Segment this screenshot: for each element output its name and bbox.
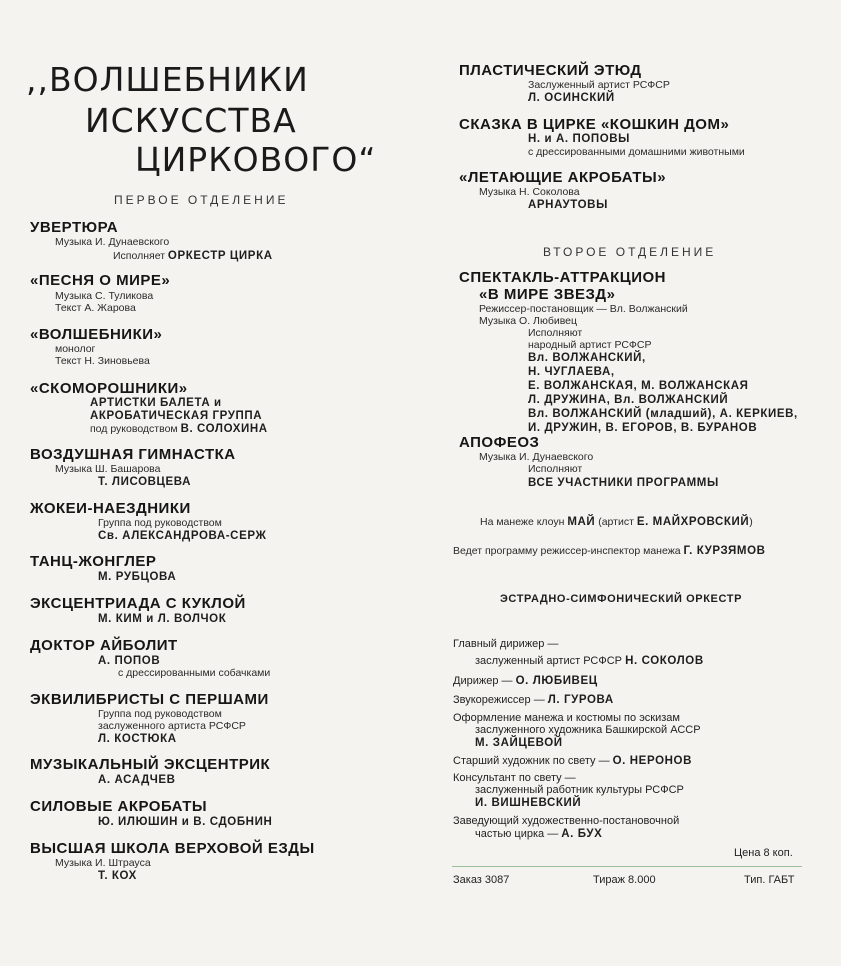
- host-line: Ведет программу режиссер-инспектор манежа Г. КУРЗЯМОВ: [453, 545, 766, 557]
- act-detail: А. АСАДЧЕВ: [98, 774, 176, 786]
- apotheosis-perform: Исполняют: [528, 463, 583, 475]
- act-detail: Музыка И. Дунаевского: [55, 236, 170, 248]
- apotheosis-all: ВСЕ УЧАСТНИКИ ПРОГРАММЫ: [528, 477, 719, 489]
- apotheosis-music: Музыка И. Дунаевского: [479, 451, 594, 463]
- act-detail: Н. и А. ПОПОВЫ: [528, 133, 631, 145]
- act-title: УВЕРТЮРА: [30, 219, 119, 236]
- act-detail: с дрессированными собачками: [118, 667, 271, 679]
- orchestra-title: ЭСТРАДНО-СИМФОНИЧЕСКИЙ ОРКЕСТР: [500, 593, 743, 605]
- act-detail: Музыка Н. Соколова: [479, 186, 580, 198]
- act-detail: заслуженного артиста РСФСР: [98, 720, 246, 732]
- act-title: СИЛОВЫЕ АКРОБАТЫ: [30, 798, 208, 815]
- credit-consultant: заслуженный работник культуры РСФСР: [475, 784, 684, 796]
- act-title: СКАЗКА В ЦИРКЕ «КОШКИН ДОМ»: [459, 116, 730, 133]
- act-title: «СКОМОРОШНИКИ»: [30, 380, 188, 397]
- footer-divider: [452, 866, 802, 867]
- act-detail: Музыка И. Штрауса: [55, 857, 151, 869]
- cast-line: Вл. ВОЛЖАНСКИЙ,: [528, 352, 646, 364]
- act-detail: Т. ЛИСОВЦЕВА: [98, 476, 192, 488]
- apotheosis-title: АПОФЕОЗ: [459, 434, 540, 451]
- act-detail: Группа под руководством: [98, 517, 222, 529]
- credit-head: Заведующий художественно-постановочной: [453, 815, 680, 827]
- title-line-2: ИСКУССТВА: [85, 101, 297, 140]
- credit-chief: Главный дирижер —: [453, 638, 559, 650]
- act-detail: АКРОБАТИЧЕСКАЯ ГРУППА: [90, 410, 263, 422]
- act-title: ПЛАСТИЧЕСКИЙ ЭТЮД: [459, 62, 642, 79]
- act-detail: А. ПОПОВ: [98, 655, 161, 667]
- act-title: ВЫСШАЯ ШКОЛА ВЕРХОВОЙ ЕЗДЫ: [30, 840, 315, 857]
- act-detail: М. КИМ и Л. ВОЛЧОК: [98, 613, 227, 625]
- act-detail: Исполняет ОРКЕСТР ЦИРКА: [113, 250, 273, 262]
- act-detail: М. РУБЦОВА: [98, 571, 177, 583]
- act-detail: Текст Н. Зиновьева: [55, 355, 150, 367]
- section-first-part: ПЕРВОЕ ОТДЕЛЕНИЕ: [114, 193, 289, 207]
- act-detail: под руководством В. СОЛОХИНА: [90, 423, 268, 435]
- credit-conductor: Дирижер — О. ЛЮБИВЕЦ: [453, 675, 598, 687]
- act-title: «ВОЛШЕБНИКИ»: [30, 326, 163, 343]
- spectacle-subtitle: «В МИРЕ ЗВЕЗД»: [479, 286, 616, 303]
- print-run: Тираж 8.000: [593, 874, 656, 886]
- spectacle-director: Режиссер-постановщик — Вл. Волжанский: [479, 303, 688, 315]
- act-title: ЭКВИЛИБРИСТЫ С ПЕРШАМИ: [30, 691, 269, 708]
- printer: Тип. ГАБТ: [744, 874, 795, 886]
- act-detail: Музыка Ш. Башарова: [55, 463, 161, 475]
- act-title: ЭКСЦЕНТРИАДА С КУКЛОЙ: [30, 595, 246, 612]
- order-number: Заказ 3087: [453, 874, 510, 886]
- credit-chief-name: заслуженный артист РСФСР Н. СОКОЛОВ: [475, 655, 704, 667]
- act-detail: Л. ОСИНСКИЙ: [528, 92, 615, 104]
- act-detail: Св. АЛЕКСАНДРОВА-СЕРЖ: [98, 530, 267, 542]
- act-detail: АРТИСТКИ БАЛЕТА и: [90, 397, 222, 409]
- act-detail: с дрессированными домашними животными: [528, 146, 745, 158]
- cast-line: Вл. ВОЛЖАНСКИЙ (младший), А. КЕРКИЕВ,: [528, 408, 798, 420]
- act-detail: Т. КОХ: [98, 870, 137, 882]
- act-detail: Л. КОСТЮКА: [98, 733, 177, 745]
- credit-design-name: М. ЗАЙЦЕВОЙ: [475, 737, 563, 749]
- spectacle-music: Музыка О. Любивец: [479, 315, 578, 327]
- act-title: «ЛЕТАЮЩИЕ АКРОБАТЫ»: [459, 169, 667, 186]
- cast-line: Л. ДРУЖИНА, Вл. ВОЛЖАНСКИЙ: [528, 394, 729, 406]
- title-line-3: ЦИРКОВОГО“: [135, 140, 377, 179]
- act-title: ДОКТОР АЙБОЛИТ: [30, 637, 178, 654]
- act-detail: АРНАУТОВЫ: [528, 199, 608, 211]
- credit-sound: Звукорежиссер — Л. ГУРОВА: [453, 694, 614, 706]
- credit-design: Оформление манежа и костюмы по эскизам: [453, 712, 680, 724]
- cast-line: Е. ВОЛЖАНСКАЯ, М. ВОЛЖАНСКАЯ: [528, 380, 749, 392]
- spectacle-perform: Исполняют: [528, 327, 583, 339]
- clown-line: На манеже клоун МАЙ (артист Е. МАЙХРОВСКИЙ): [480, 516, 753, 528]
- act-detail: Заслуженный артист РСФСР: [528, 79, 670, 91]
- act-title: ТАНЦ-ЖОНГЛЕР: [30, 553, 157, 570]
- act-detail: Музыка С. Туликова: [55, 290, 154, 302]
- cast-line: Н. ЧУГЛАЕВА,: [528, 366, 615, 378]
- act-title: ЖОКЕИ-НАЕЗДНИКИ: [30, 500, 191, 517]
- price: Цена 8 коп.: [734, 847, 793, 859]
- spectacle-folk: народный артист РСФСР: [528, 339, 652, 351]
- title-line-1: ,,ВОЛШЕБНИКИ: [26, 60, 309, 99]
- act-detail: монолог: [55, 343, 96, 355]
- act-detail: Текст А. Жарова: [55, 302, 136, 314]
- credit-consultant: Консультант по свету —: [453, 772, 576, 784]
- cast-line: И. ДРУЖИН, В. ЕГОРОВ, В. БУРАНОВ: [528, 422, 758, 434]
- credit-head: частью цирка — А. БУХ: [475, 828, 603, 840]
- act-detail: Группа под руководством: [98, 708, 222, 720]
- credit-consultant-name: И. ВИШНЕВСКИЙ: [475, 797, 582, 809]
- section-second-part: ВТОРОЕ ОТДЕЛЕНИЕ: [543, 245, 717, 259]
- act-title: ВОЗДУШНАЯ ГИМНАСТКА: [30, 446, 236, 463]
- credit-light-artist: Старший художник по свету — О. НЕРОНОВ: [453, 755, 692, 767]
- act-detail: Ю. ИЛЮШИН и В. СДОБНИН: [98, 816, 273, 828]
- act-title: МУЗЫКАЛЬНЫЙ ЭКСЦЕНТРИК: [30, 756, 271, 773]
- spectacle-title: СПЕКТАКЛЬ-АТТРАКЦИОН: [459, 269, 666, 286]
- act-title: «ПЕСНЯ О МИРЕ»: [30, 272, 171, 289]
- credit-design: заслуженного художника Башкирской АССР: [475, 724, 701, 736]
